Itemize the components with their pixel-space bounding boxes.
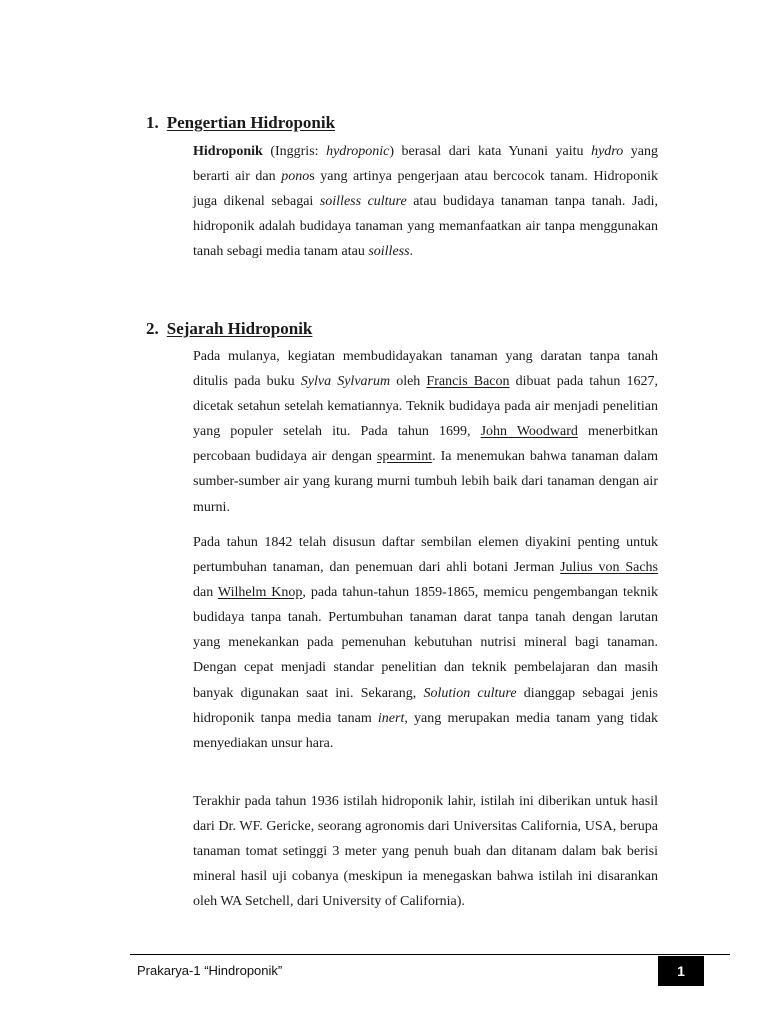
text-run: . xyxy=(409,244,414,260)
page-number-badge: 1 xyxy=(658,956,704,986)
text-run: oleh xyxy=(390,374,427,390)
italic-term: inert xyxy=(377,710,405,726)
text-run: dianggap sebagai jenis hidroponik tanpa media tanam xyxy=(193,685,658,726)
link-wilhelm-knop[interactable]: Wilhelm Knop xyxy=(217,585,303,601)
paragraph-pengertian xyxy=(193,139,658,264)
paragraph-sejarah-3: Terakhir pada tahun 1936 istilah hidroponik lahir, istilah ini diberikan untuk hasil dari Dr. WF. Gericke, seorang agronomis dari Universitas California, USA, berupa tanaman tomat setinggi 3 meter yang penuh buah dan ditanam dalam bak berisi mineral hasil uji cobanya (meskipun ia menegaskan bahwa istilah ini disarankan oleh WA Setchell, dari University of California). xyxy=(193,794,658,910)
text-run: dibuat pada tahun 1627, dicetak setahun setelah kematiannya. Teknik budidaya pada air menjadi penelitian yang populer setelah itu. Pada tahun 1699, xyxy=(193,374,658,440)
text-run: Pada tahun 1842 telah disusun daftar sembilan elemen diyakini penting untuk pertumbuhan tanaman, dan penemuan dari ahli botani Jerman xyxy=(193,535,658,576)
text-run: , yang merupakan media tanam yang tidak menyediakan unsur hara. xyxy=(193,710,658,751)
text-run: yang berarti air dan xyxy=(193,144,659,185)
section-title: Pengertian Hidroponik xyxy=(166,113,336,132)
section-number: 1. xyxy=(146,113,159,132)
link-john-woodward[interactable]: John Woodward xyxy=(480,424,578,440)
paragraph-sejarah-2 xyxy=(193,530,658,756)
section-heading-pengertian xyxy=(146,113,335,133)
section-heading-sejarah xyxy=(146,319,312,339)
paragraph-sejarah-1 xyxy=(193,344,658,520)
term-hidroponik: Hidroponik xyxy=(193,144,263,159)
link-spearmint[interactable]: spearmint xyxy=(376,449,433,465)
text-run: (Inggris: xyxy=(262,144,327,159)
italic-term: Sylva Sylvarum xyxy=(300,374,391,390)
link-julius-von-sachs[interactable]: Julius von Sachs xyxy=(560,560,659,576)
italic-term: hydroponic xyxy=(326,144,390,159)
text-run: dan xyxy=(193,585,218,601)
link-francis-bacon[interactable]: Francis Bacon xyxy=(426,374,510,390)
text-run: . Ia menemukan bahwa tanaman dalam sumber-sumber air yang kurang murni tumbuh lebih baik dari tanaman dengan air murni. xyxy=(193,449,658,515)
italic-term: hydro xyxy=(591,144,624,159)
text-run: menerbitkan percobaan budidaya air dengan xyxy=(193,424,658,465)
text-run: , pada tahun-tahun 1859-1865, memicu pengembangan teknik budidaya tanpa tanah. Pertumbuhan tanaman darat tanpa tanah dengan larutan yang menekankan pada pemenuhan kebutuhan nutrisi mineral bagi tanaman. Dengan cepat menjadi standar penelitian dan teknik pembelajaran dan masih banyak digunakan saat ini. Sekarang, xyxy=(193,585,658,701)
italic-term: soilless culture xyxy=(319,194,407,210)
footer-divider xyxy=(130,954,730,955)
text-run: s yang artinya pengerjaan atau bercocok tanam. Hidroponik juga dikenal sebagai xyxy=(193,169,658,210)
footer-label: Prakarya-1 “Hindroponik” xyxy=(137,963,283,978)
italic-term: soilless xyxy=(368,244,410,260)
section-number: 2. xyxy=(146,319,159,338)
text-run: ) berasal dari kata Yunani yaitu xyxy=(389,144,592,159)
italic-term: Solution culture xyxy=(423,685,517,701)
text-run: Pada mulanya, kegiatan membudidayakan tanaman yang daratan tanpa tanah ditulis pada buku xyxy=(193,349,658,390)
italic-term: pono xyxy=(281,169,310,185)
text-run: atau budidaya tanaman tanpa tanah. Jadi, hidroponik adalah budidaya tanaman yang memanfaatkan air tanpa menggunakan tanah sebagi media tanam atau xyxy=(193,194,658,260)
section-title: Sejarah Hidroponik xyxy=(166,319,313,338)
